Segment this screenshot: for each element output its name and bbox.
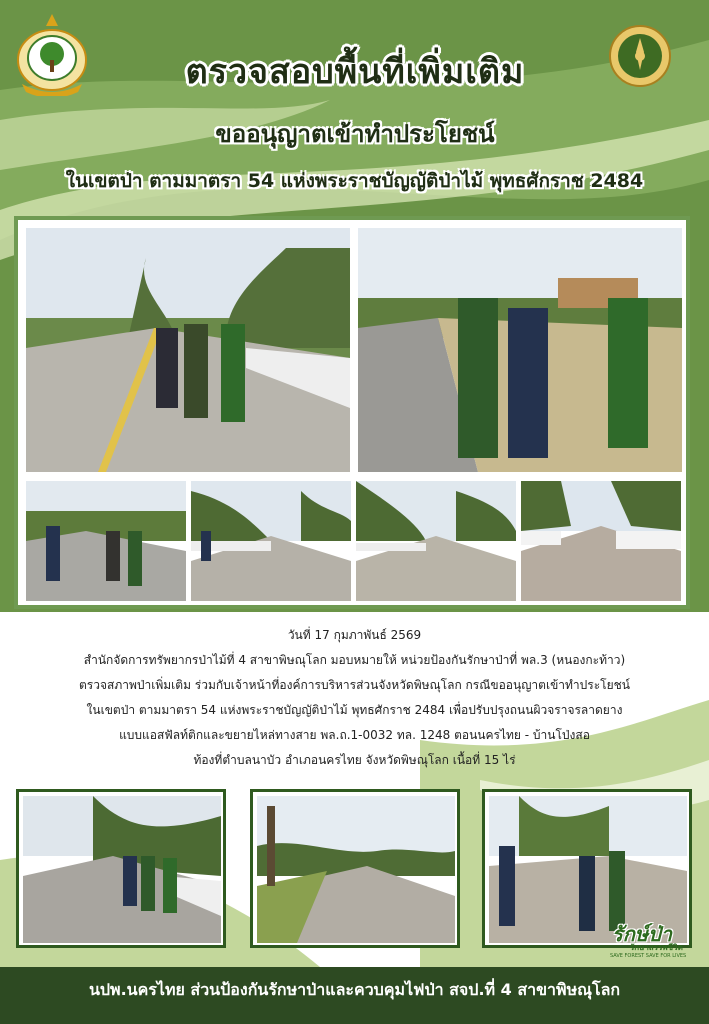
report-date: วันที่ 17 กุมภาพันธ์ 2569 xyxy=(287,628,422,642)
footer-text: นปพ.นครไทย ส่วนป้องกันรักษาป่าและควบคุมไฟป่า สจป.ที่ 4 สาขาพิษณุโลก xyxy=(88,980,621,999)
bottom-photo-frame-1 xyxy=(16,789,226,948)
page-title: ตรวจสอบพื้นที่เพิ่มเติม xyxy=(185,52,525,92)
photo-road-inspection-5 xyxy=(356,481,516,601)
page-subtitle: ขออนุญาตเข้าทำประโยชน์ xyxy=(215,120,495,148)
photo-road-inspection-6 xyxy=(521,481,681,601)
photo-road-inspection-3 xyxy=(26,481,186,601)
photo-road-inspection-4 xyxy=(191,481,351,601)
description-line-4: แบบแอสฟัลท์ติกและขยายไหล่ทางสาย พล.ถ.1-0032 ทล. 1248 ตอนนครไทย - บ้านโป่งสอ xyxy=(119,728,590,742)
photo-collage xyxy=(14,216,690,609)
law-reference-title: ในเขตป่า ตามมาตรา 54 แห่งพระราชบัญญัติป่าไม้ พุทธศักราช 2484 xyxy=(65,170,644,192)
photo-road-inspection-8 xyxy=(257,796,455,943)
royal-seal-icon xyxy=(608,24,672,88)
photo-road-inspection-2 xyxy=(358,228,682,472)
rak-pa-logo-tagline: SAVE FOREST SAVE FOR LIVES xyxy=(610,953,687,959)
photo-road-inspection-1 xyxy=(26,228,350,472)
description-line-1: สำนักจัดการทรัพยากรป่าไม้ที่ 4 สาขาพิษณุโลก มอบหมายให้ หน่วยป้องกันรักษาป่าที่ พล.3 (หนองกะท้าว) xyxy=(83,653,626,667)
photo-road-inspection-7 xyxy=(23,796,221,943)
rak-pa-logo-subtext: รักษาสรรพชีวิต xyxy=(630,943,683,952)
rak-pa-logo-text: รักษ์ป่า xyxy=(612,922,672,946)
description-line-2: ตรวจสภาพป่าเพิ่มเติม ร่วมกับเจ้าหน้าที่องค์การบริหารส่วนจังหวัดพิษณุโลก กรณีขออนุญาตเข้าทำประโยชน์ xyxy=(79,678,630,692)
bottom-photo-frame-2 xyxy=(250,789,460,948)
description-line-5: ท้องที่ตำบลนาบัว อำเภอนครไทย จังหวัดพิษณุโลก เนื้อที่ 15 ไร่ xyxy=(193,753,516,767)
description-line-3: ในเขตป่า ตามมาตรา 54 แห่งพระราชบัญญัติป่าไม้ พุทธศักราช 2484 เพื่อปรับปรุงถนนผิวจราจรลาดยาง xyxy=(86,703,623,717)
department-emblem-icon xyxy=(14,12,90,96)
